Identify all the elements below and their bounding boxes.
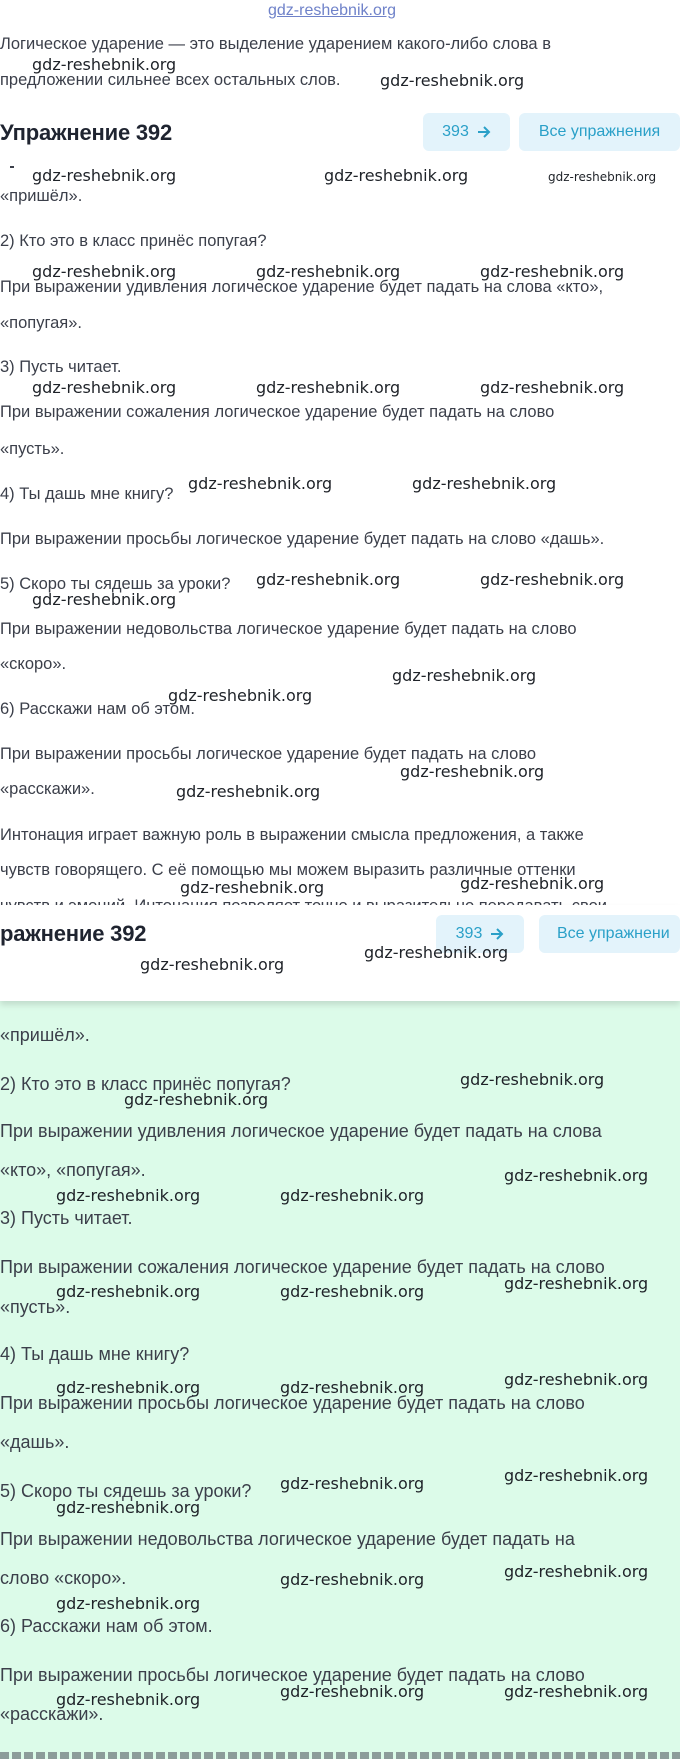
arrow-right-icon bbox=[477, 125, 491, 139]
answer-5-line-2: «скоро». bbox=[0, 655, 67, 673]
watermark: gdz-reshebnik.org bbox=[280, 1682, 425, 1701]
watermark: gdz-reshebnik.org bbox=[32, 590, 177, 609]
watermark: gdz-reshebnik.org bbox=[400, 762, 545, 781]
next-exercise-label: 393 bbox=[442, 123, 469, 140]
watermark: gdz-reshebnik.org bbox=[56, 1498, 201, 1517]
watermark: gdz-reshebnik.org bbox=[548, 170, 657, 184]
bottom-question-5: 5) Скоро ты сядешь за уроки? bbox=[0, 1481, 252, 1501]
watermark: gdz-reshebnik.org bbox=[56, 1186, 201, 1205]
watermark: gdz-reshebnik.org bbox=[56, 1594, 201, 1613]
watermark: gdz-reshebnik.org bbox=[168, 686, 313, 705]
all-exercises-label: Все упражнения bbox=[538, 123, 661, 140]
question-5: 5) Скоро ты сядешь за уроки? bbox=[0, 575, 231, 593]
watermark: gdz-reshebnik.org bbox=[32, 378, 177, 397]
watermark: gdz-reshebnik.org bbox=[412, 474, 557, 493]
watermark: gdz-reshebnik.org bbox=[32, 262, 177, 281]
watermark: gdz-reshebnik.org bbox=[280, 1378, 425, 1397]
bottom-question-4: 4) Ты дашь мне книгу? bbox=[0, 1344, 190, 1364]
watermark: gdz-reshebnik.org bbox=[280, 1570, 425, 1589]
watermark: gdz-reshebnik.org bbox=[324, 166, 469, 185]
watermark: gdz-reshebnik.org bbox=[256, 378, 401, 397]
watermark: gdz-reshebnik.org bbox=[504, 1166, 649, 1185]
watermark: gdz-reshebnik.org bbox=[176, 782, 321, 801]
sticky-header bbox=[0, 905, 680, 1001]
sticky-all-exercises-button[interactable] bbox=[539, 915, 680, 953]
answer-1-tail: «пришёл». bbox=[0, 187, 83, 205]
intro-line-2: предложении сильнее всех остальных слов. bbox=[0, 71, 341, 89]
bottom-question-2: 2) Кто это в класс принёс попугая? bbox=[0, 1074, 291, 1094]
bottom-answer-2-line-1: При выражении удивления логическое ударение будет падать на слова bbox=[0, 1121, 602, 1141]
sticky-all-exercises-label: Все упражнени bbox=[557, 925, 670, 942]
watermark: gdz-reshebnik.org bbox=[380, 71, 525, 90]
next-exercise-button[interactable] bbox=[423, 113, 510, 151]
arrow-right-icon bbox=[490, 927, 504, 941]
answer-2-line-1: При выражении удивления логическое ударение будет падать на слова «кто», bbox=[0, 278, 604, 296]
page-title: Упражнение 392 bbox=[0, 120, 172, 145]
bottom-answer-2-line-2: «кто», «попугая». bbox=[0, 1160, 146, 1180]
bottom-answer-3-line-1: При выражении сожаления логическое ударение будет падать на слово bbox=[0, 1257, 605, 1277]
watermark: gdz-reshebnik.org bbox=[504, 1466, 649, 1485]
bottom-answer-1-tail: «пришёл». bbox=[0, 1025, 90, 1045]
watermark: gdz-reshebnik.org bbox=[188, 474, 333, 493]
watermark: gdz-reshebnik.org bbox=[256, 262, 401, 281]
watermark: gdz-reshebnik.org bbox=[32, 166, 177, 185]
watermark: gdz-reshebnik.org bbox=[256, 570, 401, 589]
watermark: gdz-reshebnik.org bbox=[480, 570, 625, 589]
answer-5-line-1: При выражении недовольства логическое ударение будет падать на слово bbox=[0, 620, 577, 638]
watermark: gdz-reshebnik.org bbox=[504, 1682, 649, 1701]
question-6: 6) Расскажи нам об этом. bbox=[0, 700, 195, 718]
bottom-answer-6-line-2: «расскажи». bbox=[0, 1704, 104, 1724]
watermark: gdz-reshebnik.org bbox=[280, 1186, 425, 1205]
answer-6-line-1: При выражении просьбы логическое ударение будет падать на слово bbox=[0, 745, 537, 763]
watermark: gdz-reshebnik.org bbox=[140, 955, 285, 974]
answer-2-line-2: «попугая». bbox=[0, 314, 83, 332]
sticky-next-exercise-label: 393 bbox=[455, 925, 483, 942]
watermark: gdz-reshebnik.org bbox=[480, 262, 625, 281]
answer-4: При выражении просьбы логическое ударение будет падать на слово «дашь». bbox=[0, 530, 605, 548]
question-4: 4) Ты дашь мне книгу? bbox=[0, 485, 174, 503]
watermark: gdz-reshebnik.org bbox=[56, 1690, 201, 1709]
watermark: gdz-reshebnik.org bbox=[180, 878, 325, 897]
watermark: gdz-reshebnik.org bbox=[280, 1474, 425, 1493]
watermark-link[interactable]: gdz-reshebnik.org bbox=[268, 2, 397, 19]
cut-line-fragment bbox=[10, 166, 14, 168]
watermark: gdz-reshebnik.org bbox=[504, 1370, 649, 1389]
bottom-question-3: 3) Пусть читает. bbox=[0, 1208, 133, 1228]
watermark: gdz-reshebnik.org bbox=[56, 1282, 201, 1301]
watermark: gdz-reshebnik.org bbox=[392, 666, 537, 685]
watermark: gdz-reshebnik.org bbox=[124, 1090, 269, 1109]
watermark: gdz-reshebnik.org bbox=[504, 1562, 649, 1581]
watermark: gdz-reshebnik.org bbox=[56, 1378, 201, 1397]
conclusion-line-1: Интонация играет важную роль в выражении смысла предложения, а также bbox=[0, 826, 584, 844]
answer-3-line-2: «пусть». bbox=[0, 440, 65, 458]
watermark: gdz-reshebnik.org bbox=[280, 1282, 425, 1301]
watermark: gdz-reshebnik.org bbox=[364, 943, 509, 962]
question-2: 2) Кто это в класс принёс попугая? bbox=[0, 232, 267, 250]
watermark: gdz-reshebnik.org bbox=[32, 55, 177, 74]
answer-3-line-1: При выражении сожаления логическое ударение будет падать на слово bbox=[0, 403, 555, 421]
question-3: 3) Пусть читает. bbox=[0, 358, 122, 376]
bottom-answer-6-line-1: При выражении просьбы логическое ударение будет падать на слово bbox=[0, 1665, 585, 1685]
cut-off-text-line bbox=[0, 1752, 680, 1759]
watermark: gdz-reshebnik.org bbox=[460, 1070, 605, 1089]
all-exercises-button[interactable] bbox=[519, 113, 680, 151]
answer-6-line-2: «расскажи». bbox=[0, 780, 95, 798]
watermark: gdz-reshebnik.org bbox=[504, 1274, 649, 1293]
bottom-answer-5-line-1: При выражении недовольства логическое ударение будет падать на bbox=[0, 1529, 575, 1549]
watermark: gdz-reshebnik.org bbox=[480, 378, 625, 397]
conclusion-line-2: чувств говорящего. С её помощью мы можем выразить различные оттенки bbox=[0, 861, 576, 879]
bottom-answer-4-line-1: При выражении просьбы логическое ударение будет падать на слово bbox=[0, 1393, 585, 1413]
bottom-answer-3-line-2: «пусть». bbox=[0, 1297, 71, 1317]
intro-line-1: Логическое ударение — это выделение ударением какого-либо слова в bbox=[0, 35, 551, 53]
sticky-page-title: ражнение 392 bbox=[0, 921, 147, 946]
bottom-answer-5-line-2: слово «скоро». bbox=[0, 1568, 127, 1588]
bottom-answer-4-line-2: «дашь». bbox=[0, 1432, 70, 1452]
bottom-question-6: 6) Расскажи нам об этом. bbox=[0, 1616, 213, 1636]
watermark: gdz-reshebnik.org bbox=[460, 874, 605, 893]
